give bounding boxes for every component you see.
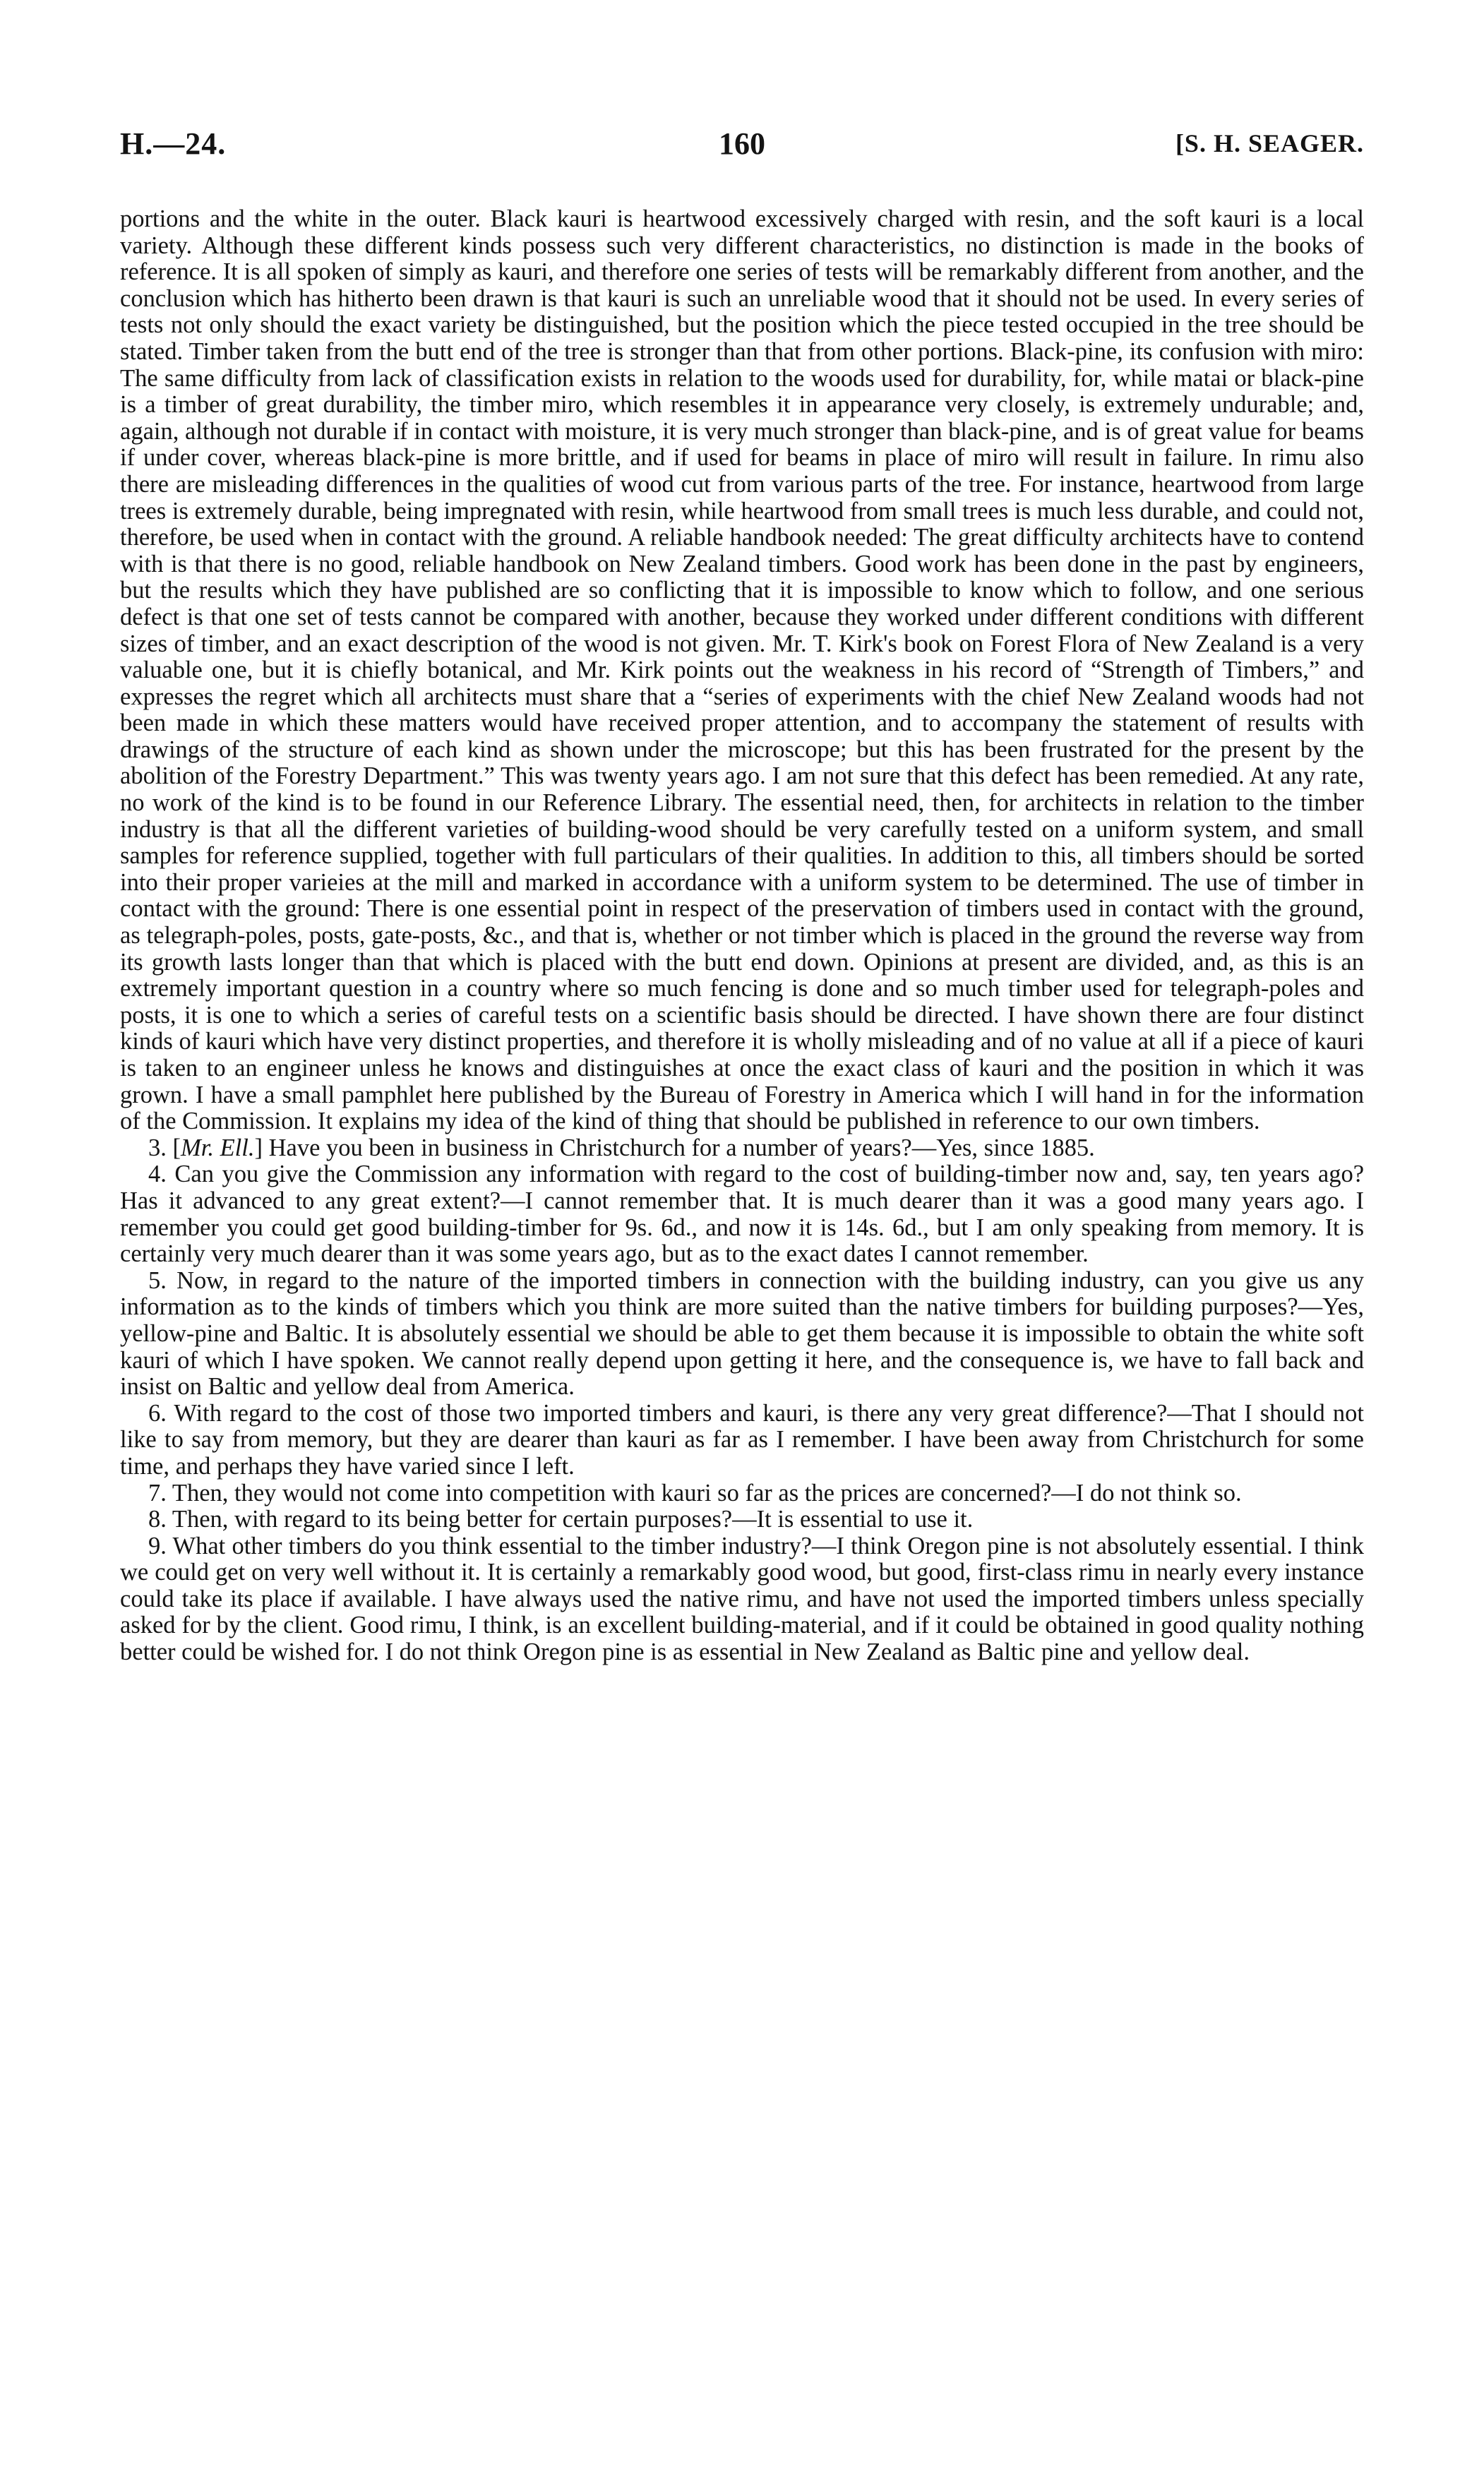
- page-number: 160: [719, 126, 765, 161]
- question-4: [120, 1161, 1364, 1267]
- question-number: 7.: [148, 1479, 167, 1506]
- page-header: [120, 126, 1364, 168]
- question-7: [120, 1480, 1364, 1507]
- question-text: Now, in regard to the nature of the imported timbers in connection with the building industry, can you give us any information as to the kinds of timbers which you think are more suited than the native timbers for building purposes?—Yes, yellow-pine and Baltic. It is absolutely essential we should be able to get them because it is impossible to obtain the white soft kauri of which I have spoken. We cannot really depend upon getting it here, and the consequence is, we have to fall back and insist on Baltic and yellow deal from America.: [120, 1266, 1364, 1401]
- question-text: Then, they would not come into competition with kauri so far as the prices are concerned?—I do not think so.: [172, 1479, 1242, 1506]
- speaker-name: Mr. Ell.: [181, 1134, 255, 1161]
- witness-name: [S. H. SEAGER.: [1175, 129, 1364, 157]
- question-text: What other timbers do you think essential to the timber industry?—I think Oregon pine is not absolutely essential. I think we could get on very well without it. It is certainly a remarkably good wood, but good, first-class rimu in nearly every instance could take its place if available. I have always used the native rimu, and have not used the imported timbers unless specially asked for by the client. Good rimu, I think, is an excellent building-material, and if it could be obtained in good quality nothing better could be wished for. I do not think Oregon pine is as essential in New Zealand as Baltic pine and yellow deal.: [120, 1532, 1364, 1666]
- question-9: [120, 1533, 1364, 1666]
- body-text: [120, 206, 1364, 1666]
- question-number: 8.: [148, 1506, 167, 1533]
- question-number: 5.: [148, 1266, 167, 1294]
- continuation-paragraph: portions and the white in the outer. Black kauri is heartwood excessively charged with resin, and the soft kauri is a local variety. Although these different kinds possess such very different characteristics, no distinction is made in the books of reference. It is all spoken of simply as kauri, and therefore one series of tests will be remarkably different from another, and the conclusion which has hitherto been drawn is that kauri is such an unreliable wood that it should not be used. In every series of tests not only should the exact variety be distinguished, but the position which the piece tested occupied in the tree should be stated. Timber taken from the butt end of the tree is stronger than that from other portions. Black-pine, its confusion with miro: The same difficulty from lack of classification exists in relation to the woods used for durability, for, while matai or black-pine is a timber of great durability, the timber miro, which resembles it in appearance very closely, is extremely undurable; and, again, although not durable if in contact with moisture, it is very much stronger than black-pine, and is of great value for beams if under cover, whereas black-pine is more brittle, and if used for beams in place of miro will result in failure. In rimu also there are misleading differences in the qualities of wood cut from various parts of the tree. For instance, heartwood from large trees is extremely durable, being impregnated with resin, while heartwood from small trees is much less durable, and could not, therefore, be used when in contact with the ground. A reliable handbook needed: The great difficulty architects have to contend with is that there is no good, reliable handbook on New Zealand timbers. Good work has been done in the past by engineers, but the results which they have published are so conflicting that it is impossible to know which to follow, and one serious defect is that one set of tests cannot be compared with another, because they worked under different conditions with different sizes of timber, and an exact description of the wood is not given. Mr. T. Kirk's book on Forest Flora of New Zealand is a very valuable one, but it is chiefly botanical, and Mr. Kirk points out the weakness in his record of “Strength of Timbers,” and expresses the regret which all architects must share that a “series of experiments with the chief New Zealand woods had not been made in which these matters would have received proper attention, and to accompany the statement of results with drawings of the structure of each kind as shown under the microscope; but this has been frustrated for the present by the abolition of the Forestry Department.” This was twenty years ago. I am not sure that this defect has been remedied. At any rate, no work of the kind is to be found in our Reference Library. The essential need, then, for architects in relation to the timber industry is that all the different varieties of building-wood should be very carefully tested on a uniform system, and small samples for reference supplied, together with full particulars of their qualities. In addition to this, all timbers should be sorted into their proper varieies at the mill and marked in accordance with a uniform system to be determined. The use of timber in contact with the ground: There is one essential point in respect of the preservation of timbers used in contact with the ground, as telegraph-poles, posts, gate-posts, &c., and that is, whether or not timber which is placed in the ground the reverse way from its growth lasts longer than that which is placed with the butt end down. Opinions at present are divided, and, as this is an extremely important question in a country where so much fencing is done and so much timber used for telegraph-poles and posts, it is one to which a series of careful tests on a scientific basis should be directed. I have shown there are four distinct kinds of kauri which have very distinct properties, and therefore it is wholly misleading and of no value at all if a piece of kauri is taken to an engineer unless he knows and distinguishes at once the exact class of kauri and the position in which it was grown. I have a small pamphlet here published by the Bureau of Forestry in America which I will hand in for the information of the Commission. It explains my idea of the kind of thing that should be published in reference to our own timbers.: [120, 205, 1364, 1135]
- question-text: Then, with regard to its being better for certain purposes?—It is essential to use it.: [172, 1506, 974, 1533]
- question-8: [120, 1506, 1364, 1533]
- question-number: 6.: [148, 1399, 167, 1427]
- series-reference: H.—24.: [120, 126, 227, 161]
- question-number: 9.: [148, 1532, 167, 1559]
- question-6: [120, 1401, 1364, 1480]
- question-number: 3.: [148, 1134, 167, 1161]
- question-3: 3. [Mr. Ell.] Have you been in business in Christchurch for a number of years?—Yes, since 1885.: [148, 1134, 1095, 1161]
- question-text: Can you give the Commission any information with regard to the cost of building-timber now and, say, ten years ago? Has it advanced to any great extent?—I cannot remember that. It is much dearer than it was a good many years ago. I remember you could get good building-timber for 9s. 6d., and now it is 14s. 6d., but I am only speaking from memory. It is certainly very much dearer than it was some years ago, but as to the exact dates I cannot remember.: [120, 1161, 1365, 1268]
- question-text: Have you been in business in Christchurch for a number of years?—Yes, since 1885.: [268, 1134, 1095, 1161]
- question-number: 4.: [148, 1161, 167, 1188]
- question-text: With regard to the cost of those two imported timbers and kauri, is there any very great difference?—That I should not like to say from memory, but they are dearer than kauri as far as I remember. I have been away from Christchurch for some time, and perhaps they have varied since I left.: [120, 1399, 1364, 1480]
- question-5: [120, 1268, 1364, 1401]
